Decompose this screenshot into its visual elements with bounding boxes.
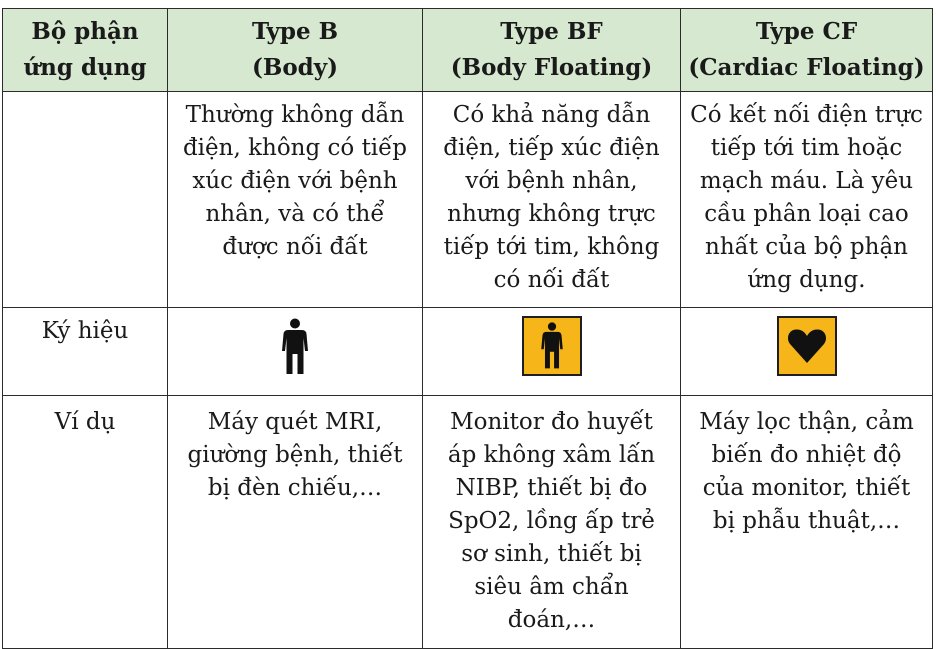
example-label: Ví dụ <box>3 396 168 649</box>
example-row <box>3 396 933 649</box>
type-cf-description: Có kết nối điện trực tiếp tới tim hoặc mạch máu. Là yêu cầu phân loại cao nhất của bộ phận ứng dụng. <box>681 92 933 308</box>
type-cf-symbol <box>681 308 933 396</box>
description-row <box>3 92 933 308</box>
type-b-symbol <box>168 308 423 396</box>
symbol-label: Ký hiệu <box>3 308 168 396</box>
header-type-b: Type B (Body) <box>168 9 423 92</box>
symbol-row <box>3 308 933 396</box>
applied-part-classification-table <box>2 8 933 649</box>
type-bf-description: Có khả năng dẫn điện, tiếp xúc điện với bệnh nhân, nhưng không trực tiếp tới tim, không có nối đất <box>423 92 681 308</box>
human-figure-in-box-icon <box>522 316 582 376</box>
type-cf-example: Máy lọc thận, cảm biến đo nhiệt độ của monitor, thiết bị phẫu thuật,… <box>681 396 933 649</box>
type-b-description: Thường không dẫn điện, không có tiếp xúc điện với bệnh nhân, và có thể được nối đất <box>168 92 423 308</box>
header-type-cf: Type CF (Cardiac Floating) <box>681 9 933 92</box>
header-row <box>3 9 933 92</box>
type-b-example: Máy quét MRI, giường bệnh, thiết bị đèn chiếu,… <box>168 396 423 649</box>
human-figure-icon <box>281 318 309 386</box>
header-type-bf: Type BF (Body Floating) <box>423 9 681 92</box>
description-label <box>3 92 168 308</box>
header-applied-part: Bộ phận ứng dụng <box>3 9 168 92</box>
type-bf-symbol <box>423 308 681 396</box>
heart-in-box-icon <box>777 316 837 376</box>
type-bf-example: Monitor đo huyết áp không xâm lấn NIBP, thiết bị đo SpO2, lồng ấp trẻ sơ sinh, thiết bị siêu âm chẩn đoán,… <box>423 396 681 649</box>
